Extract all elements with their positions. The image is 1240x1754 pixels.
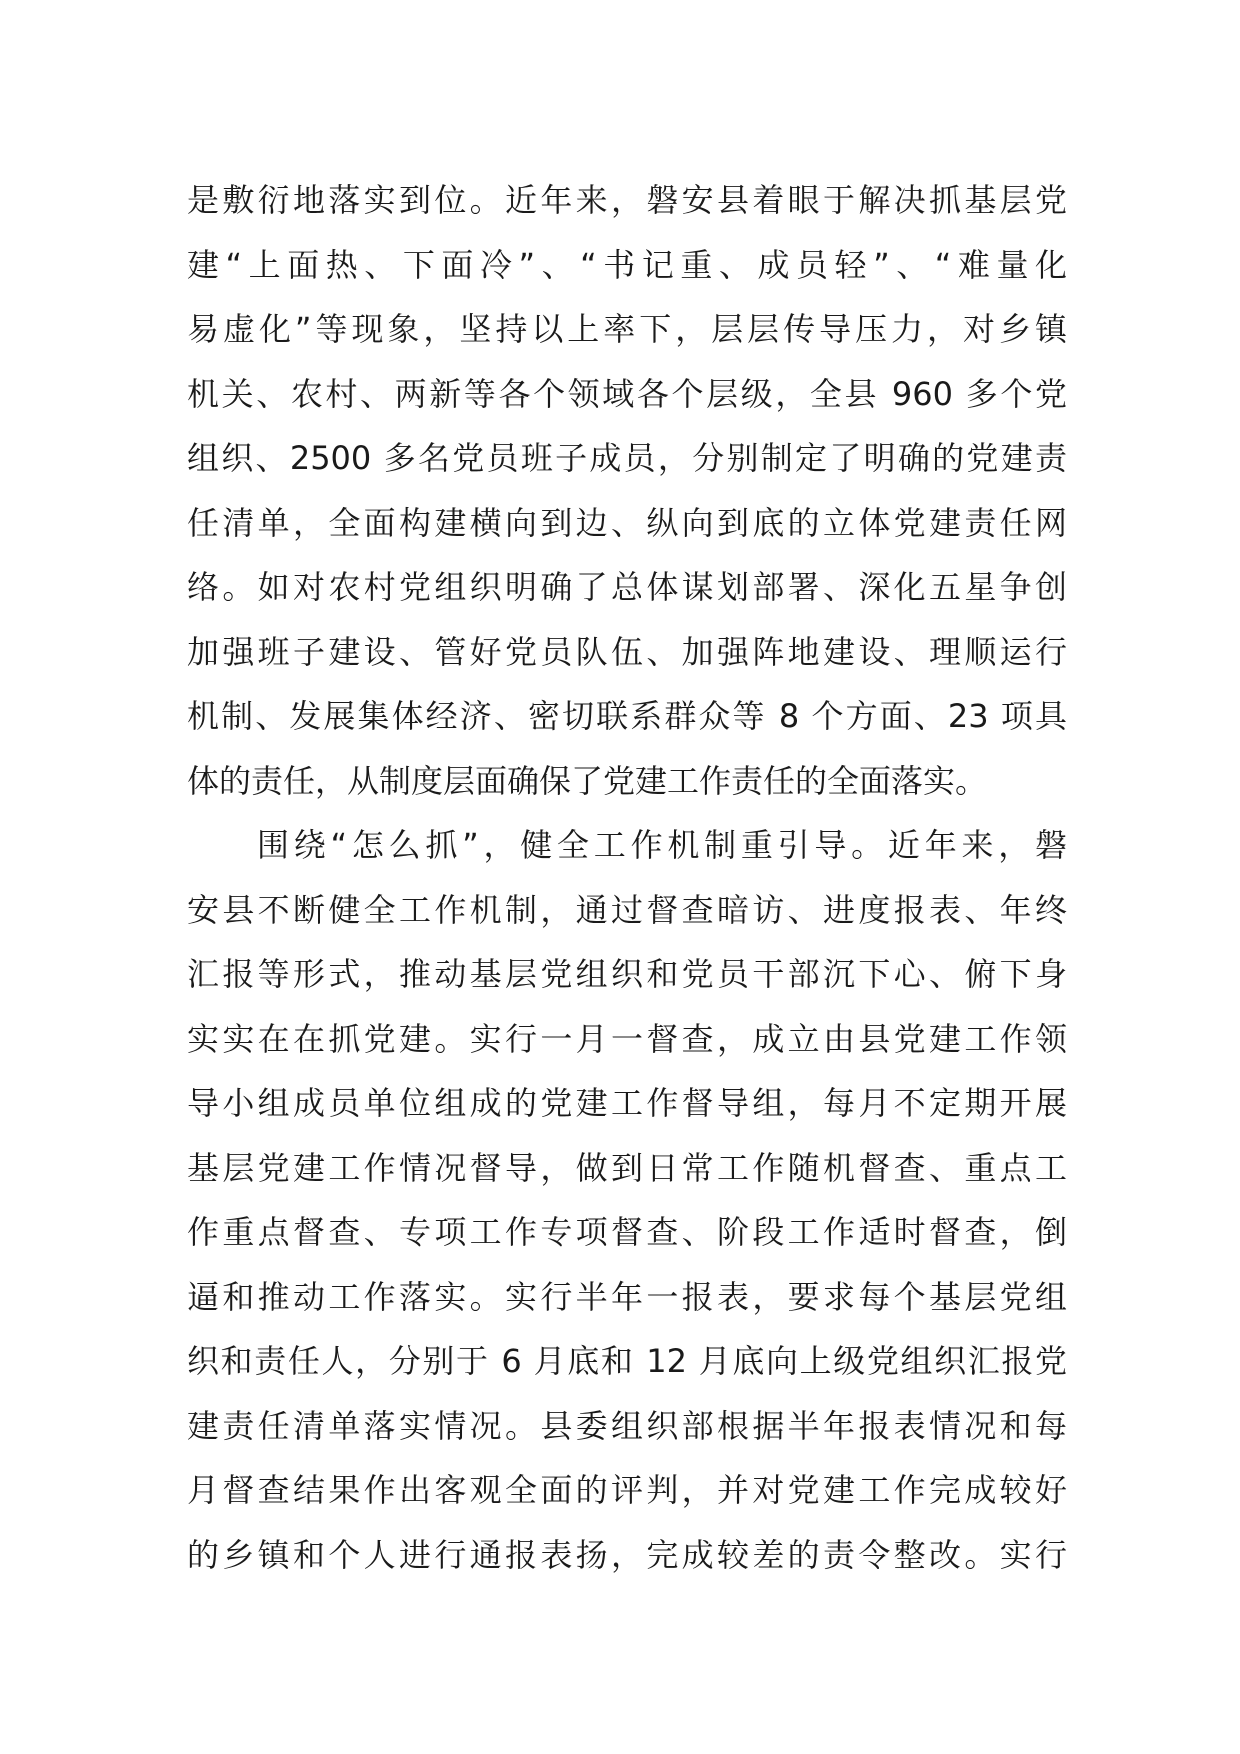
- text-line: 安县不断健全工作机制，通过督查暗访、进度报表、年终: [187, 890, 1067, 929]
- text-line: 月督查结果作出客观全面的评判，并对党建工作完成较好: [187, 1471, 1067, 1509]
- text-line: 建“上面热、下面冷”、“书记重、成员轻”、“难量化: [187, 245, 1067, 284]
- text-line: 汇报等形式，推动基层党组织和党员干部沉下心、俯下身: [187, 955, 1067, 993]
- paragraph-first-line: 围绕“怎么抓”，健全工作机制重引导。近年来，磐: [257, 826, 1067, 864]
- body-text: [187, 168, 1067, 1587]
- text-line: 作重点督查、专项工作专项督查、阶段工作适时督查，倒: [187, 1213, 1067, 1251]
- text-line: 织和责任人，分别于 6 月底和 12 月底向上级党组织汇报党: [187, 1342, 1067, 1380]
- text-line: 逼和推动工作落实。实行半年一报表，要求每个基层党组: [187, 1277, 1067, 1316]
- text-line: 加强班子建设、管好党员队伍、加强阵地建设、理顺运行: [187, 632, 1067, 671]
- text-line: 建责任清单落实情况。县委组织部根据半年报表情况和每: [187, 1406, 1067, 1445]
- text-line: 的乡镇和个人进行通报表扬，完成较差的责令整改。实行: [187, 1535, 1067, 1574]
- text-line: 基层党建工作情况督导，做到日常工作随机督查、重点工: [187, 1148, 1067, 1187]
- text-line: 络。如对农村党组织明确了总体谋划部署、深化五星争创: [187, 568, 1067, 606]
- text-line: 实实在在抓党建。实行一月一督查，成立由县党建工作领: [187, 1019, 1067, 1058]
- text-line: 任清单，全面构建横向到边、纵向到底的立体党建责任网: [187, 503, 1067, 542]
- text-line: 机制、发展集体经济、密切联系群众等 8 个方面、23 项具: [187, 697, 1067, 735]
- text-line: 导小组成员单位组成的党建工作督导组，每月不定期开展: [187, 1084, 1067, 1122]
- text-line: 易虚化”等现象，坚持以上率下，层层传导压力，对乡镇: [187, 310, 1067, 348]
- text-line: 机关、农村、两新等各个领域各个层级，全县 960 多个党: [187, 374, 1067, 413]
- text-line: 组织、2500 多名党员班子成员，分别制定了明确的党建责: [187, 439, 1067, 477]
- text-line: 是敷衍地落实到位。近年来，磐安县着眼于解决抓基层党: [187, 181, 1067, 219]
- paragraph-end-line: 体的责任，从制度层面确保了党建工作责任的全面落实。: [187, 761, 988, 800]
